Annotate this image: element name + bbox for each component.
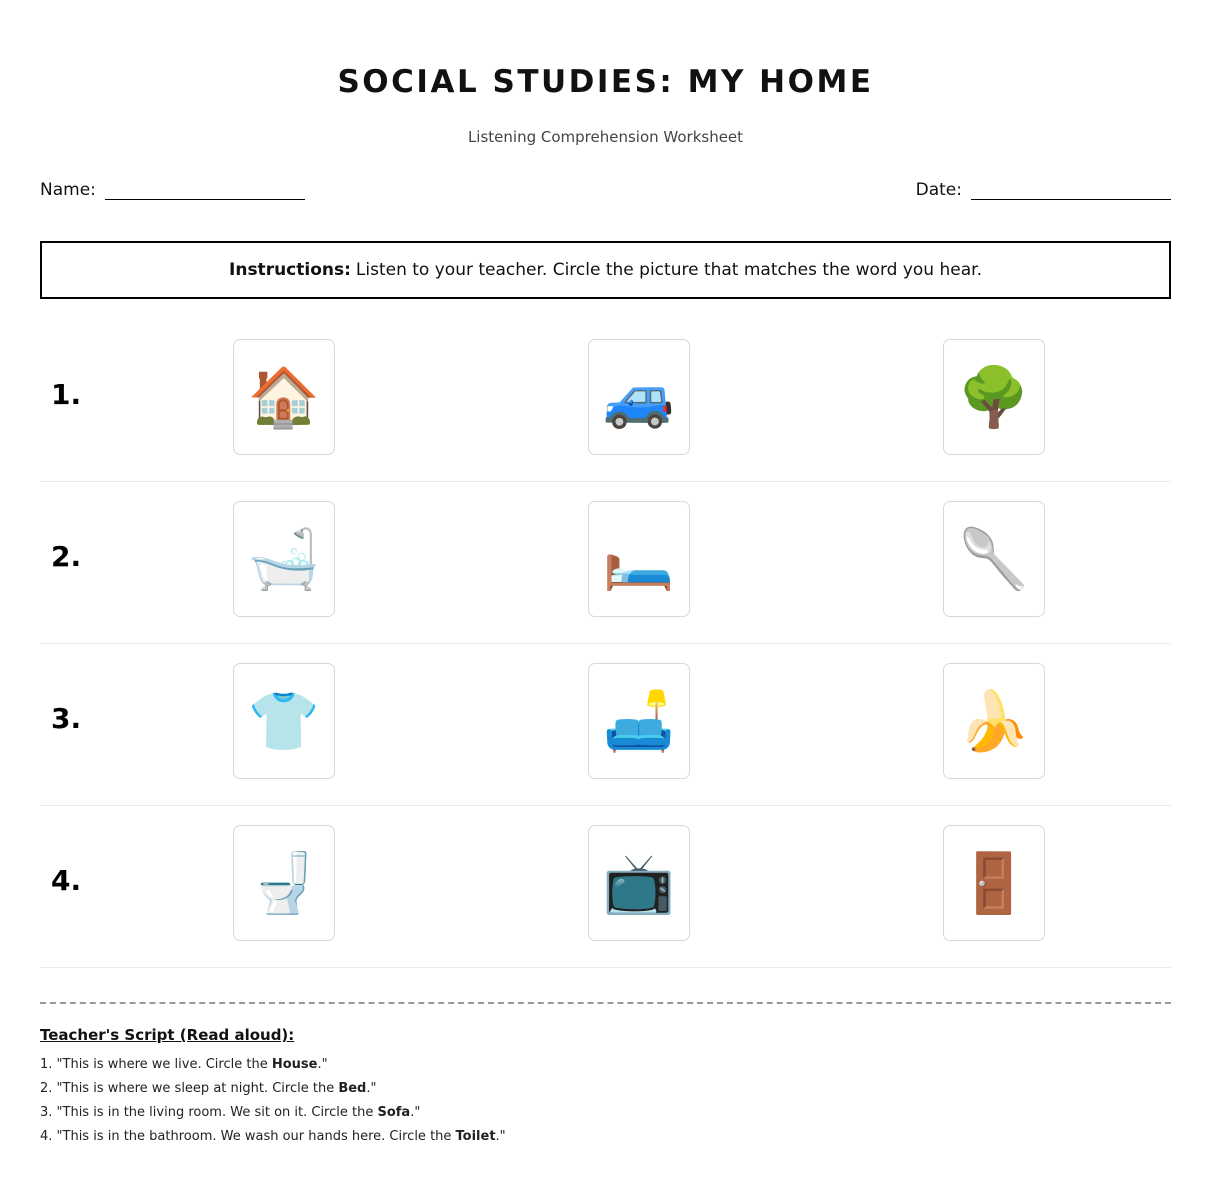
television-icon: 📺 (602, 848, 676, 917)
instructions-text: Listen to your teacher. Circle the picture that matches the word you hear. (355, 260, 982, 280)
question-row-1 (40, 320, 1171, 482)
question-number: 2. (51, 540, 82, 573)
script-suffix: ." (317, 1057, 328, 1072)
dashed-divider (40, 1002, 1171, 1004)
script-answer: Toilet (455, 1129, 496, 1144)
date-label: Date: (915, 180, 962, 200)
name-blank-line[interactable] (105, 185, 305, 200)
banana-icon: 🍌 (957, 686, 1031, 755)
option-television[interactable] (588, 825, 690, 941)
bed-icon: 🛏️ (602, 524, 676, 593)
option-toilet[interactable] (233, 825, 335, 941)
question-number: 4. (51, 864, 82, 897)
bathtub-icon: 🛁 (247, 524, 321, 593)
page-subtitle: Listening Comprehension Worksheet (467, 128, 744, 146)
house-icon: 🏠 (247, 362, 321, 431)
option-house[interactable] (233, 339, 335, 455)
date-blank-line[interactable] (971, 185, 1171, 200)
option-bed[interactable] (588, 501, 690, 617)
tree-icon: 🌳 (957, 362, 1031, 431)
question-row-2 (40, 482, 1171, 644)
question-list (40, 320, 1171, 968)
option-door[interactable] (943, 825, 1045, 941)
script-text: 3. "This is in the living room. We sit on it. Circle the (40, 1105, 378, 1120)
t-shirt-icon: 👕 (247, 686, 321, 755)
option-sofa[interactable] (588, 663, 690, 779)
name-field[interactable] (40, 180, 305, 200)
option-banana[interactable] (943, 663, 1045, 779)
script-line-4 (40, 1128, 506, 1152)
question-row-4 (40, 806, 1171, 968)
script-text: 2. "This is where we sleep at night. Circle the (40, 1081, 339, 1096)
script-answer: Bed (338, 1081, 367, 1096)
spoon-icon: 🥄 (957, 524, 1031, 593)
option-bathtub[interactable] (233, 501, 335, 617)
option-tree[interactable] (943, 339, 1045, 455)
script-suffix: ." (410, 1105, 421, 1120)
toilet-icon: 🚽 (247, 848, 321, 917)
option-spoon[interactable] (943, 501, 1045, 617)
script-text: 4. "This is in the bathroom. We wash our hands here. Circle the (40, 1129, 456, 1144)
question-number: 3. (51, 702, 82, 735)
script-suffix: ." (366, 1081, 377, 1096)
instructions-box (40, 241, 1171, 299)
car-icon: 🚙 (602, 362, 676, 431)
date-field[interactable] (916, 180, 1171, 200)
question-row-3 (40, 644, 1171, 806)
script-text: 1. "This is where we live. Circle the (40, 1057, 272, 1072)
script-answer: Sofa (377, 1105, 411, 1120)
script-suffix: ." (495, 1129, 506, 1144)
option-car[interactable] (588, 339, 690, 455)
script-line-3 (40, 1104, 506, 1128)
question-number: 1. (51, 378, 82, 411)
teacher-script-list (40, 1056, 506, 1152)
teacher-script-title: Teacher's Script (Read aloud): (40, 1026, 295, 1044)
door-icon: 🚪 (957, 848, 1031, 917)
script-answer: House (271, 1057, 318, 1072)
script-line-2 (40, 1080, 506, 1104)
sofa-lamp-icon: 🛋️ (602, 686, 676, 755)
page-title: SOCIAL STUDIES: MY HOME (337, 64, 874, 100)
name-label: Name: (40, 180, 96, 200)
script-line-1 (40, 1056, 506, 1080)
instructions-label: Instructions: (229, 260, 351, 280)
option-t-shirt[interactable] (233, 663, 335, 779)
